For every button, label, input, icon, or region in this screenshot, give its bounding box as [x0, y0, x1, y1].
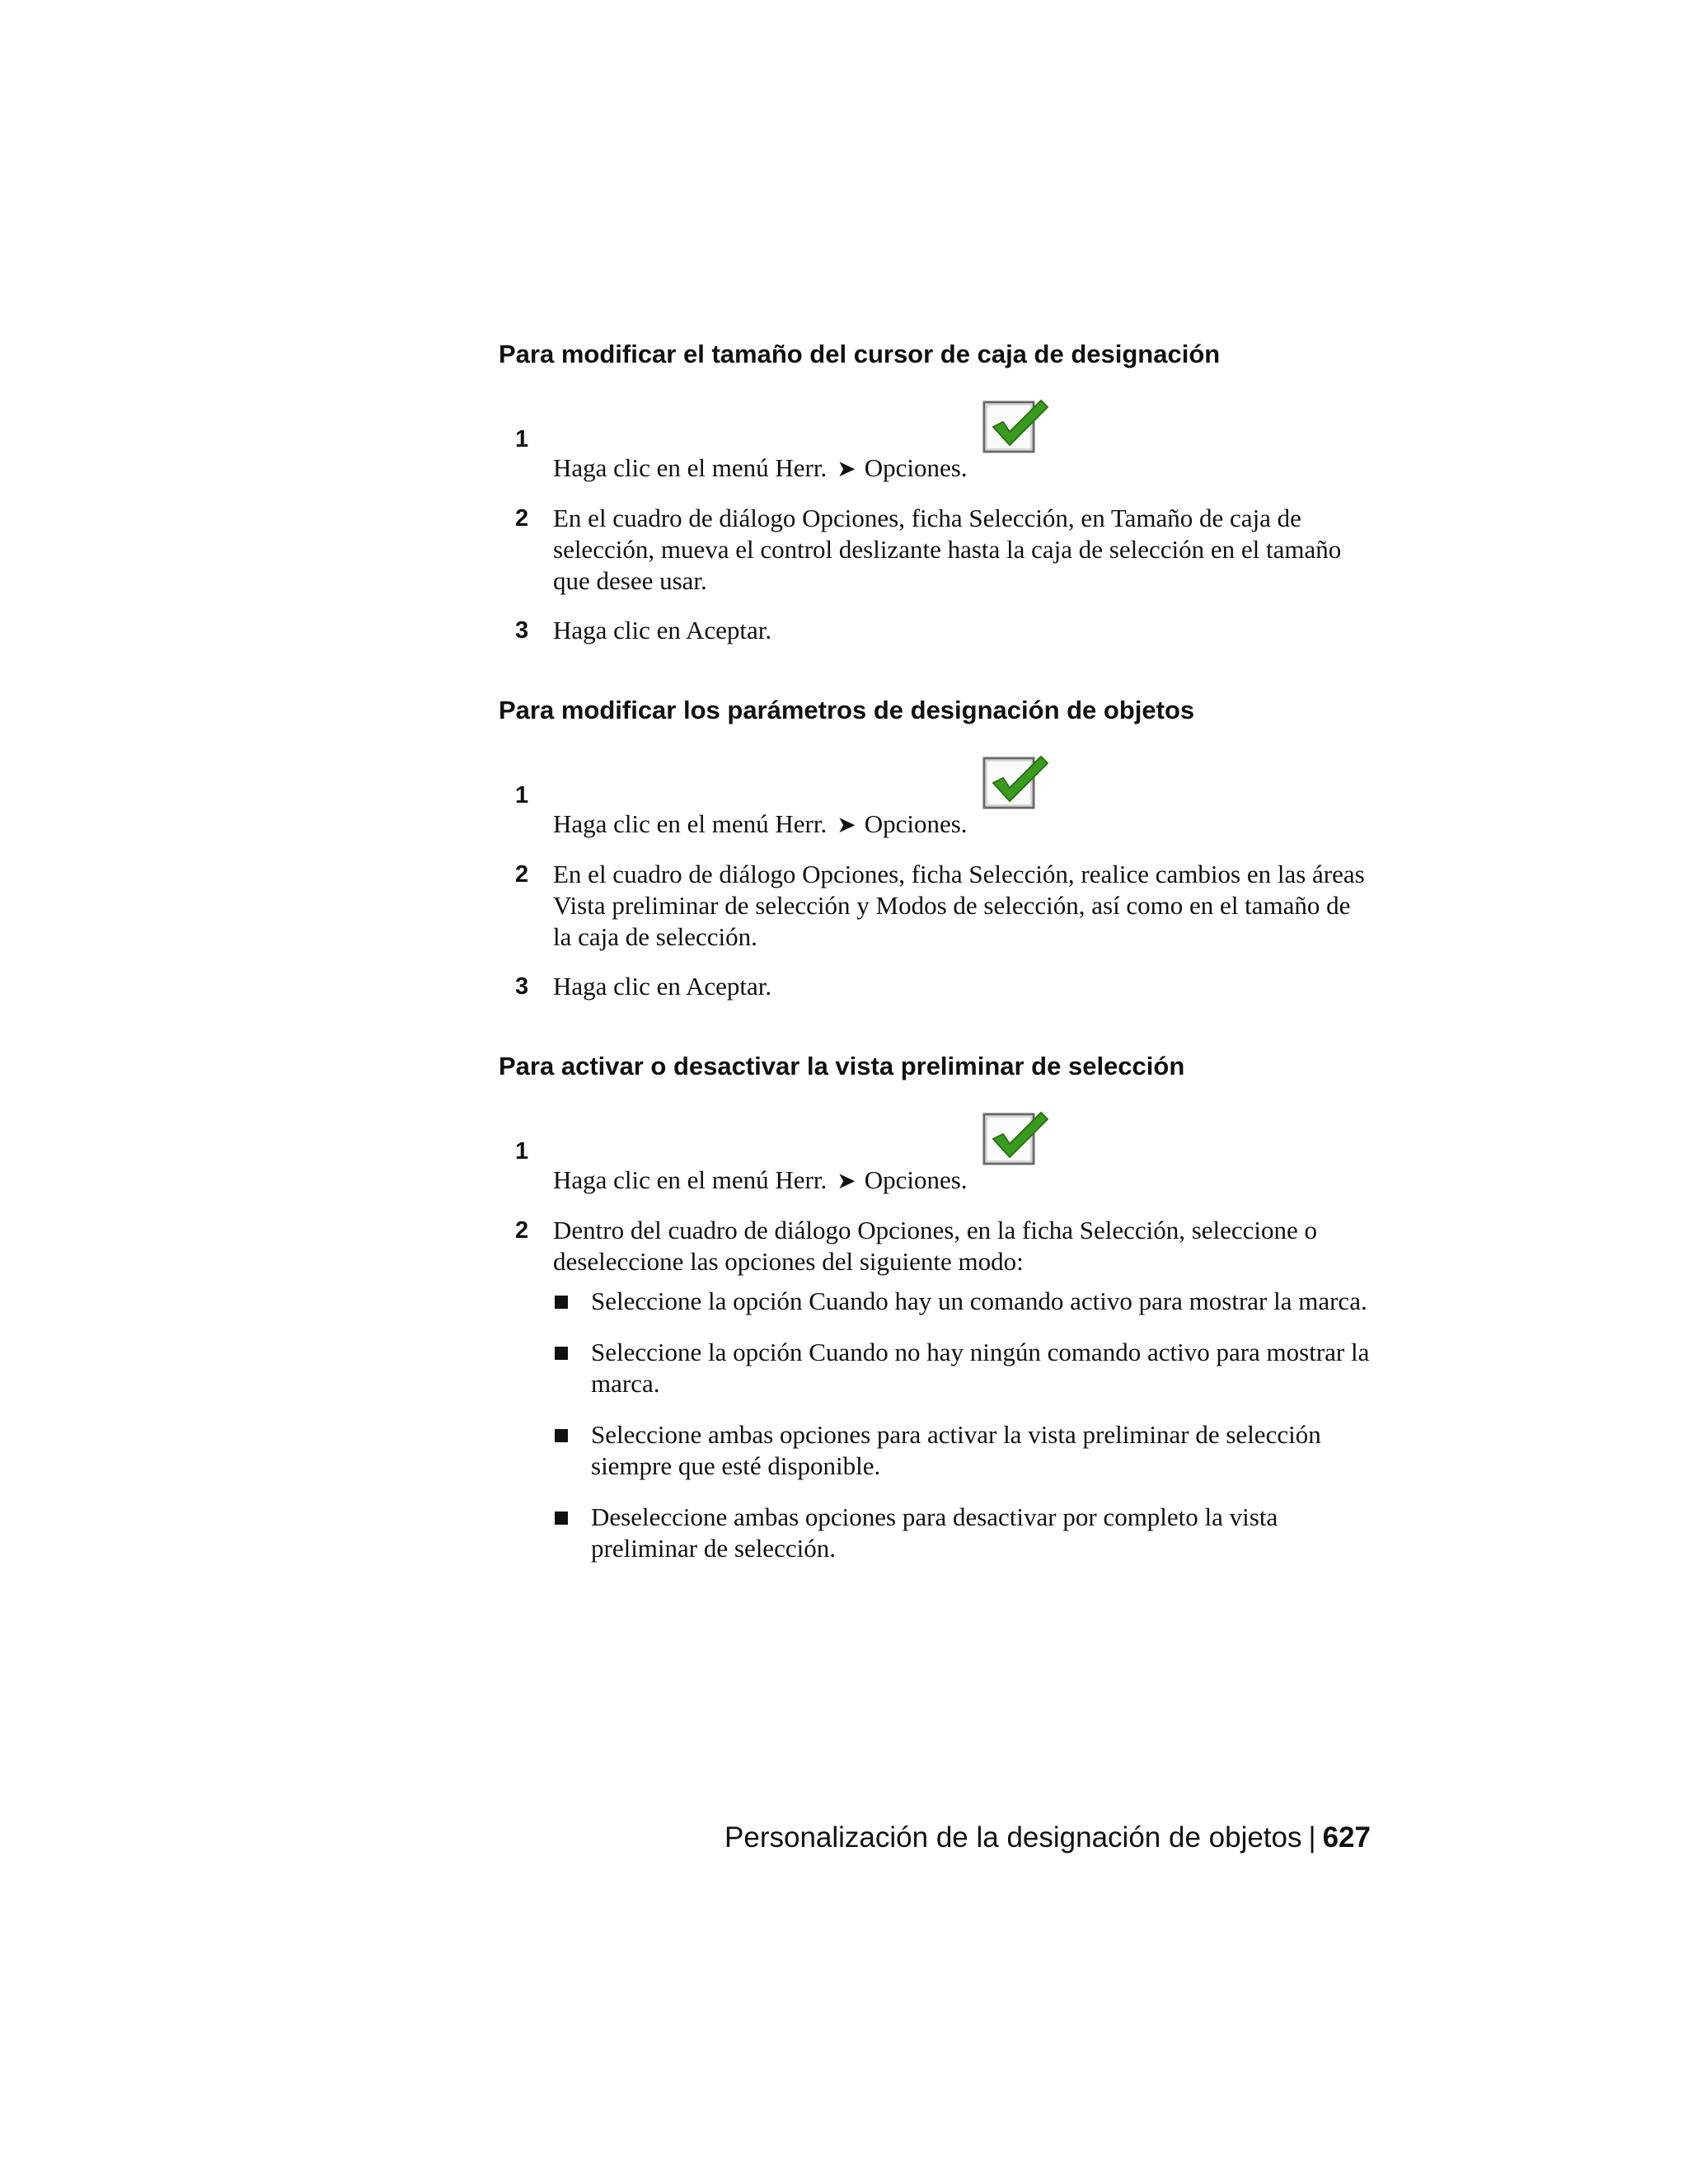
step-list	[499, 1113, 1372, 1564]
square-bullet-icon	[555, 1429, 568, 1442]
step-text: Haga clic en el menú Herr.	[553, 809, 828, 838]
step-item	[499, 503, 1372, 597]
checkmark-checkbox-icon	[982, 1136, 1041, 1192]
step-number: 2	[515, 1217, 529, 1244]
bullet-item	[553, 1286, 1372, 1317]
section-toggle-selection-preview	[499, 1050, 1372, 1564]
step-text-menu-option: Opciones.	[864, 809, 968, 838]
checkmark-checkbox-icon	[982, 424, 1041, 480]
step-text: Dentro del cuadro de diálogo Opciones, en la ficha Selección, seleccione o deseleccione las opciones del siguiente modo:	[553, 1216, 1318, 1276]
step-text: En el cuadro de diálogo Opciones, ficha Selección, en Tamaño de caja de selección, mueva el control deslizante hasta la caja de selección en el tamaño que desee usar.	[553, 504, 1342, 595]
square-bullet-icon	[555, 1296, 568, 1309]
step-number: 2	[515, 505, 529, 532]
step-item	[499, 859, 1372, 953]
bullet-item	[553, 1337, 1372, 1399]
section-heading: Para modificar el tamaño del cursor de caja de designación	[499, 340, 1221, 368]
step-item	[499, 971, 1372, 1002]
step-text: En el cuadro de diálogo Opciones, ficha Selección, realice cambios en las áreas Vista preliminar de selección y Modos de selección, así como en el tamaño de la caja de selección.	[553, 860, 1365, 951]
bullet-item	[553, 1502, 1372, 1564]
section-heading: Para activar o desactivar la vista preliminar de selección	[499, 1052, 1185, 1080]
section-modify-selection-settings	[499, 694, 1372, 1002]
page-body	[499, 338, 1372, 1612]
page-number: 627	[1322, 1821, 1371, 1854]
step-text: Haga clic en Aceptar.	[553, 972, 772, 1001]
arrowhead-right-icon: ➤	[837, 811, 856, 838]
bullet-text: Deseleccione ambas opciones para desactivar por completo la vista preliminar de selección.	[591, 1502, 1278, 1563]
section-modify-pickbox-size	[499, 338, 1372, 646]
step-text: Haga clic en Aceptar.	[553, 616, 772, 644]
step-number: 1	[515, 1138, 529, 1165]
page-footer	[724, 1820, 1371, 1856]
step-item	[499, 757, 1372, 841]
step-number: 1	[515, 782, 529, 808]
footer-chapter-title: Personalización de la designación de objetos	[724, 1821, 1302, 1854]
step-number: 2	[515, 861, 529, 888]
step-text-menu-option: Opciones.	[864, 1165, 968, 1194]
step-number: 3	[515, 617, 529, 644]
bullet-text: Seleccione la opción Cuando hay un comando activo para mostrar la marca.	[591, 1286, 1367, 1315]
step-item	[499, 615, 1372, 646]
step-list	[499, 401, 1372, 646]
step-item	[499, 1113, 1372, 1197]
step-item	[499, 1215, 1372, 1564]
step-number: 1	[515, 426, 529, 452]
bullet-text: Seleccione la opción Cuando no hay ningún comando activo para mostrar la marca.	[591, 1338, 1370, 1398]
arrowhead-right-icon: ➤	[837, 455, 856, 482]
bullet-list	[553, 1286, 1372, 1564]
step-item	[499, 401, 1372, 485]
arrowhead-right-icon: ➤	[837, 1167, 856, 1194]
section-heading: Para modificar los parámetros de designación de objetos	[499, 696, 1195, 724]
footer-separator: |	[1308, 1821, 1316, 1854]
step-list	[499, 757, 1372, 1002]
square-bullet-icon	[555, 1511, 568, 1525]
square-bullet-icon	[555, 1347, 568, 1360]
checkmark-checkbox-icon	[982, 780, 1041, 836]
bullet-text: Seleccione ambas opciones para activar la vista preliminar de selección siempre que esté disponible.	[591, 1420, 1321, 1480]
step-text: Haga clic en el menú Herr.	[553, 1165, 828, 1194]
bullet-item	[553, 1419, 1372, 1482]
step-text: Haga clic en el menú Herr.	[553, 453, 828, 482]
step-number: 3	[515, 973, 529, 1000]
step-text-menu-option: Opciones.	[864, 453, 968, 482]
